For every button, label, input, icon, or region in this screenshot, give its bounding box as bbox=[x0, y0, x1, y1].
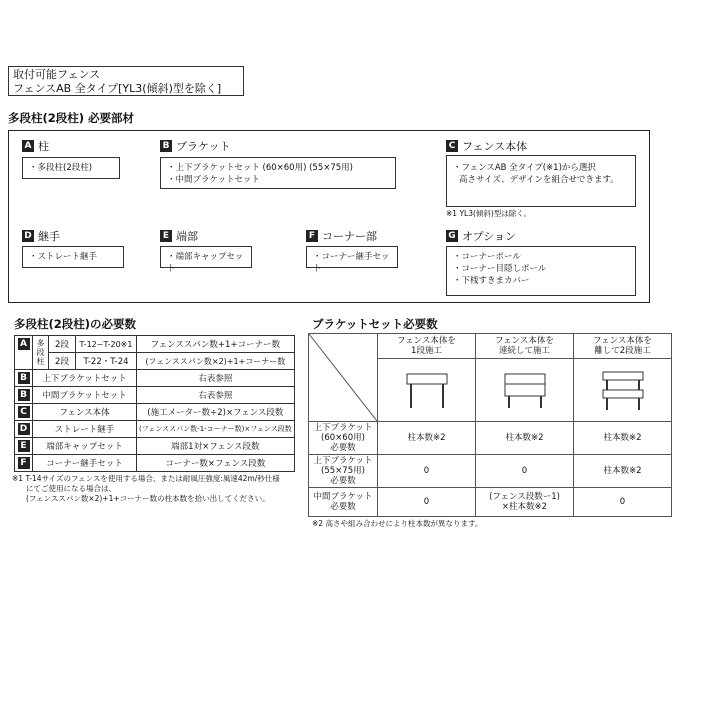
item: ・フェンスAB 全タイプ(※1)から選択 bbox=[453, 163, 596, 173]
letter-badge: F bbox=[306, 230, 318, 242]
letter-badge: C bbox=[446, 140, 458, 152]
table-row bbox=[15, 404, 295, 421]
req-table bbox=[14, 335, 295, 472]
name-cell: 端部キャップセット bbox=[33, 438, 137, 455]
item: ・多段柱(2段柱) bbox=[29, 163, 93, 173]
category-name: コーナー部 bbox=[322, 230, 377, 243]
table-row bbox=[309, 334, 672, 359]
corner-cell bbox=[309, 334, 378, 422]
a-label: 多段柱 bbox=[33, 336, 49, 370]
value-cell: (フェンス段数ー1) ×柱本数※2 bbox=[476, 488, 574, 517]
parts-section-title: 多段柱(2段柱) 必要部材 bbox=[8, 111, 135, 125]
category-e-box bbox=[160, 246, 252, 274]
table-row bbox=[15, 353, 295, 370]
tier-cell: 2段 bbox=[49, 336, 76, 353]
category-a-box bbox=[22, 157, 120, 179]
category-d-box bbox=[22, 246, 124, 268]
table-row bbox=[15, 421, 295, 438]
category-name: 端部 bbox=[176, 230, 198, 243]
item: ・下桟すきまカバー bbox=[453, 276, 530, 286]
item: ・中間ブラケットセット bbox=[167, 175, 260, 185]
diagonal-line bbox=[309, 334, 377, 421]
value-cell: 0 bbox=[476, 455, 574, 488]
letter-badge: A bbox=[22, 140, 34, 152]
category-c-note: ※1 YL3(傾斜)型は除く。 bbox=[446, 209, 532, 218]
formula-cell: (施工メーター数÷2)×フェンス段数 bbox=[137, 404, 295, 421]
letter-cell: C bbox=[15, 404, 33, 421]
formula-cell: フェンススパン数+1+コーナー数 bbox=[137, 336, 295, 353]
category-g-box bbox=[446, 246, 636, 296]
category-f-box bbox=[306, 246, 398, 274]
category-e bbox=[160, 228, 198, 244]
category-b-box bbox=[160, 157, 396, 189]
category-c bbox=[446, 138, 527, 154]
bracket-section-title: ブラケットセット必要数 bbox=[312, 317, 438, 331]
value-cell: 柱本数※2 bbox=[574, 455, 672, 488]
category-name: フェンス本体 bbox=[462, 140, 528, 153]
letter-cell: E bbox=[15, 438, 33, 455]
category-a bbox=[22, 138, 49, 154]
formula-cell: 端部1対×フェンス段数 bbox=[137, 438, 295, 455]
name-cell: フェンス本体 bbox=[33, 404, 137, 421]
category-f bbox=[306, 228, 377, 244]
note-line: にてご使用になる場合は、 bbox=[26, 484, 116, 493]
tier-cell: 2段 bbox=[49, 353, 76, 370]
table-row bbox=[309, 422, 672, 455]
name-cell: コーナー継手セット bbox=[33, 455, 137, 472]
type-cell: T-12~T-20※1 bbox=[76, 336, 137, 353]
letter-badge: B bbox=[160, 140, 172, 152]
category-g bbox=[446, 228, 516, 244]
applicable-fence-title: 取付可能フェンス bbox=[13, 68, 101, 81]
category-d bbox=[22, 228, 60, 244]
header-3: フェンス本体を 離して2段施工 bbox=[574, 334, 672, 359]
req-note bbox=[12, 474, 302, 504]
table-row bbox=[15, 336, 295, 353]
letter-cell: A bbox=[15, 336, 33, 370]
table-row bbox=[15, 387, 295, 404]
table-row bbox=[15, 370, 295, 387]
name-cell: 上下ブラケットセット bbox=[33, 370, 137, 387]
item: ・上下ブラケットセット (60×60用) (55×75用) bbox=[167, 163, 353, 173]
item: ・コーナー継手セット bbox=[313, 252, 390, 274]
item: ・ストレート継手 bbox=[29, 252, 98, 262]
note-line: (フェンススパン数×2)+1+コーナー数の柱本数を拾い出してください。 bbox=[26, 494, 270, 503]
formula-cell: コーナー数×フェンス段数 bbox=[137, 455, 295, 472]
value-cell: 柱本数※2 bbox=[574, 422, 672, 455]
name-cell: ストレート継手 bbox=[33, 421, 137, 438]
req-section-title: 多段柱(2段柱)の必要数 bbox=[14, 317, 137, 331]
row-label: 中間ブラケット 必要数 bbox=[309, 488, 378, 517]
letter-badge: E bbox=[160, 230, 172, 242]
letter-badge: D bbox=[22, 230, 34, 242]
value-cell: 柱本数※2 bbox=[476, 422, 574, 455]
formula-cell: 右表参照 bbox=[137, 370, 295, 387]
table-row bbox=[15, 455, 295, 472]
table-row bbox=[309, 488, 672, 517]
type-cell: T-22・T-24 bbox=[76, 353, 137, 370]
bracket-table bbox=[308, 333, 672, 517]
letter-cell: B bbox=[15, 387, 33, 404]
letter-badge: G bbox=[446, 230, 458, 242]
header-2: フェンス本体を 連続して施工 bbox=[476, 334, 574, 359]
fence-continuous-illustration bbox=[476, 359, 574, 422]
category-name: オプション bbox=[462, 230, 517, 243]
bracket-note: ※2 高さや組み合わせにより柱本数が異なります。 bbox=[312, 519, 483, 528]
item: 高さサイズ、デザインを組合せできます。 bbox=[459, 175, 619, 185]
category-name: 継手 bbox=[38, 230, 60, 243]
value-cell: 0 bbox=[378, 455, 476, 488]
fence-separated-illustration bbox=[574, 359, 672, 422]
value-cell: 柱本数※2 bbox=[378, 422, 476, 455]
header-1: フェンス本体を 1段施工 bbox=[378, 334, 476, 359]
category-b bbox=[160, 138, 230, 154]
letter-cell: D bbox=[15, 421, 33, 438]
category-name: 柱 bbox=[38, 140, 49, 153]
formula-cell: (フェンススパン数-1-コーナー数)×フェンス段数 bbox=[137, 421, 295, 438]
category-c-box bbox=[446, 155, 636, 207]
applicable-fence-box bbox=[8, 66, 244, 96]
letter-cell: F bbox=[15, 455, 33, 472]
category-name: ブラケット bbox=[176, 140, 231, 153]
row-label: 上下ブラケット (55×75用) 必要数 bbox=[309, 455, 378, 488]
table-row bbox=[309, 455, 672, 488]
row-label: 上下ブラケット (60×60用) 必要数 bbox=[309, 422, 378, 455]
letter-cell: B bbox=[15, 370, 33, 387]
table-row bbox=[15, 438, 295, 455]
item: ・コーナーポール bbox=[453, 252, 521, 262]
name-cell: 中間ブラケットセット bbox=[33, 387, 137, 404]
value-cell: 0 bbox=[378, 488, 476, 517]
formula-cell: 右表参照 bbox=[137, 387, 295, 404]
note-line: ※1 T-14サイズのフェンスを使用する場合、または耐風圧強度:風速42m/秒仕様 bbox=[12, 474, 280, 483]
item: ・コーナー目隠しポール bbox=[453, 264, 547, 274]
applicable-fence-text: フェンスAB 全タイプ[YL3(傾斜)型を除く] bbox=[13, 82, 222, 95]
item: ・端部キャップセット bbox=[167, 252, 244, 274]
formula-cell: (フェンススパン数×2)+1+コーナー数 bbox=[137, 353, 295, 370]
fence-single-illustration bbox=[378, 359, 476, 422]
value-cell: 0 bbox=[574, 488, 672, 517]
